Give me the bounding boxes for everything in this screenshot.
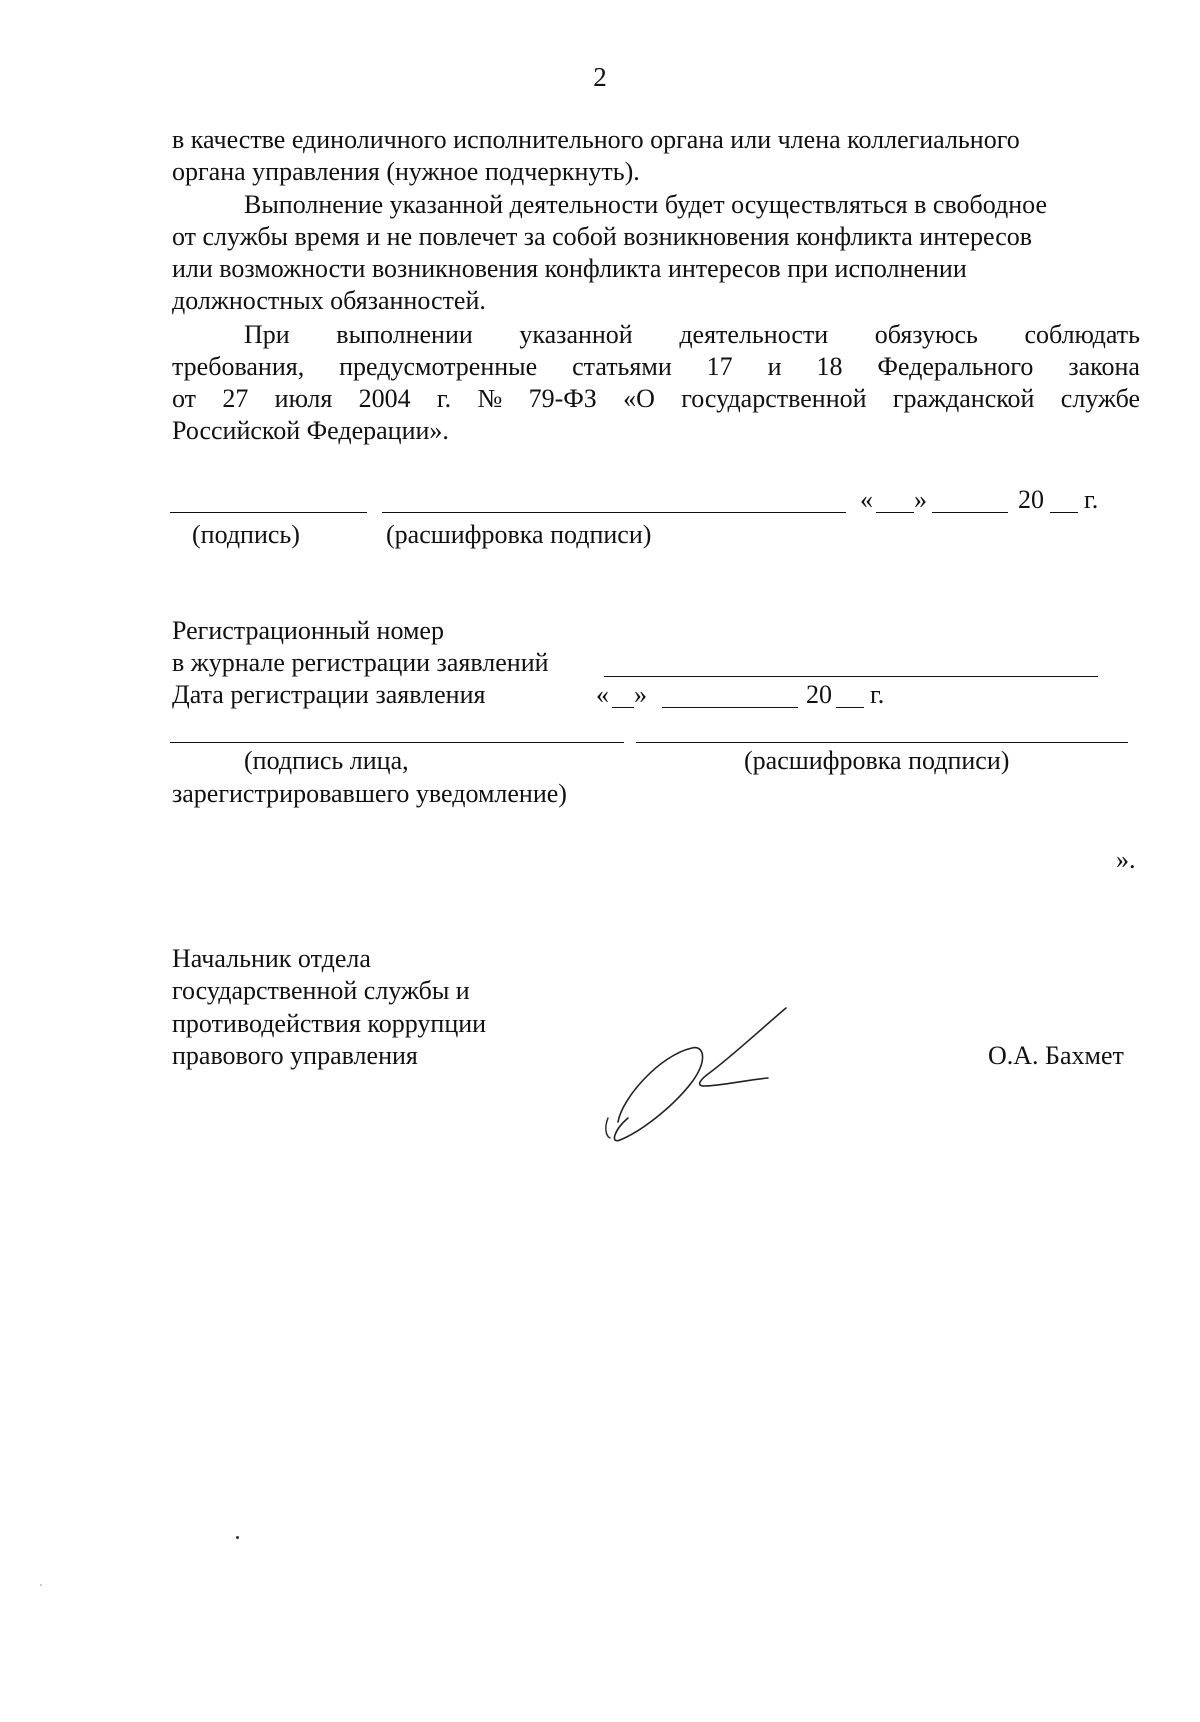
signatory-title-line-4: правового управления [172, 1041, 418, 1070]
paragraph-3-line-3-word: июля [274, 384, 333, 413]
signature-decoding-label: (расшифровка подписи) [386, 520, 652, 549]
paragraph-3-line-3 [172, 383, 1140, 415]
paragraph-3-line-2-word: 17 [706, 352, 733, 381]
registrar-signature-line [170, 742, 624, 743]
paragraph-3-line-1-word: деятельности [679, 320, 829, 349]
paragraph-3-line-3-word: 2004 [358, 384, 411, 413]
paragraph-2-line-2: от службы время и не повлечет за собой возникновения конфликта интересов [172, 222, 1033, 251]
reg-date-year-suffix: г. [870, 680, 885, 709]
reg-date-year-line [836, 707, 864, 708]
paragraph-3-line-3-word: № [477, 384, 503, 413]
paragraph-3-line-2-word: требования, [172, 352, 305, 381]
signatory-title-line-2: государственной службы и [172, 976, 470, 1005]
closing-quote: ». [1116, 845, 1136, 874]
date-year-line [1050, 512, 1078, 513]
paragraph-3-line-1-word: обязуюсь [874, 320, 978, 349]
paragraph-3-line-2-word: предусмотренные [339, 352, 538, 381]
date-year-prefix: 20 [1018, 485, 1044, 514]
paragraph-3-line-2-word: Федерального [877, 352, 1034, 381]
paragraph-3-line-1-word: соблюдать [1024, 320, 1140, 349]
date-day-line [876, 512, 914, 513]
reg-number-label-line-2: в журнале регистрации заявлений [172, 648, 549, 677]
handwritten-signature [600, 1000, 800, 1160]
signatory-name: О.А. Бахмет [988, 1041, 1124, 1070]
registrar-label-line-1: (подпись лица, [244, 746, 409, 775]
paragraph-3-line-3-word: 27 [222, 384, 249, 413]
registrar-decoding-label: (расшифровка подписи) [744, 746, 1010, 775]
reg-date-day-line [612, 707, 634, 708]
reg-date-year-prefix: 20 [806, 680, 832, 709]
reg-number-line [604, 676, 1098, 677]
date-close-quote: » [914, 485, 927, 514]
signatory-title-line-3: противодействия коррупции [172, 1009, 487, 1038]
paragraph-3-line-4: Российской Федерации». [172, 416, 449, 445]
paragraph-3-line-3-word: службе [1060, 384, 1140, 413]
paragraph-3-line-1 [244, 319, 1140, 351]
paragraph-3-line-3-word: «О [623, 384, 655, 413]
paragraph-2-line-3: или возможности возникновения конфликта интересов при исполнении [172, 254, 967, 283]
registrar-decoding-line [636, 742, 1128, 743]
page-number: 2 [593, 62, 607, 92]
paragraph-2-line-1: Выполнение указанной деятельности будет осуществляться в свободное [244, 190, 1048, 219]
date-year-suffix: г. [1084, 485, 1099, 514]
scan-speck [40, 1584, 42, 1586]
reg-date-close-quote: » [634, 680, 647, 709]
reg-date-open-quote: « [596, 680, 609, 709]
signature-label: (подпись) [192, 520, 300, 549]
paragraph-2-line-4: должностных обязанностей. [172, 286, 486, 315]
paragraph-3-line-3-word: 79-ФЗ [528, 384, 597, 413]
paragraph-1-line-2: органа управления (нужное подчеркнуть). [172, 157, 640, 186]
signatory-title-line-1: Начальник отдела [172, 944, 371, 973]
paragraph-3-line-2-word: статьями [572, 352, 672, 381]
paragraph-3-line-3-word: от [172, 384, 197, 413]
date-month-line [932, 512, 1008, 513]
signature-decoding-line [382, 512, 846, 513]
paragraph-3-line-2 [172, 351, 1140, 383]
paragraph-3-line-1-word: указанной [519, 320, 633, 349]
paragraph-3-line-2-word: 18 [816, 352, 843, 381]
date-open-quote: « [860, 485, 873, 514]
paragraph-3-line-3-word: государственной [681, 384, 867, 413]
paragraph-3-line-1-word: При [244, 320, 290, 349]
paragraph-3-line-2-word: и [767, 352, 782, 381]
paragraph-3-line-3-word: гражданской [892, 384, 1035, 413]
paragraph-3-line-1-word: выполнении [336, 320, 473, 349]
reg-date-month-line [662, 707, 798, 708]
signature-line [170, 512, 367, 513]
registrar-label-line-2: зарегистрировавшего уведомление) [172, 779, 567, 808]
paragraph-1-line-1: в качестве единоличного исполнительного органа или члена коллегиального [172, 125, 1020, 154]
reg-number-label-line-1: Регистрационный номер [172, 616, 444, 645]
paragraph-3-line-2-word: закона [1068, 352, 1140, 381]
reg-date-label: Дата регистрации заявления [172, 680, 486, 709]
paragraph-3-line-3-word: г. [436, 384, 452, 413]
scan-speck [236, 1536, 239, 1539]
